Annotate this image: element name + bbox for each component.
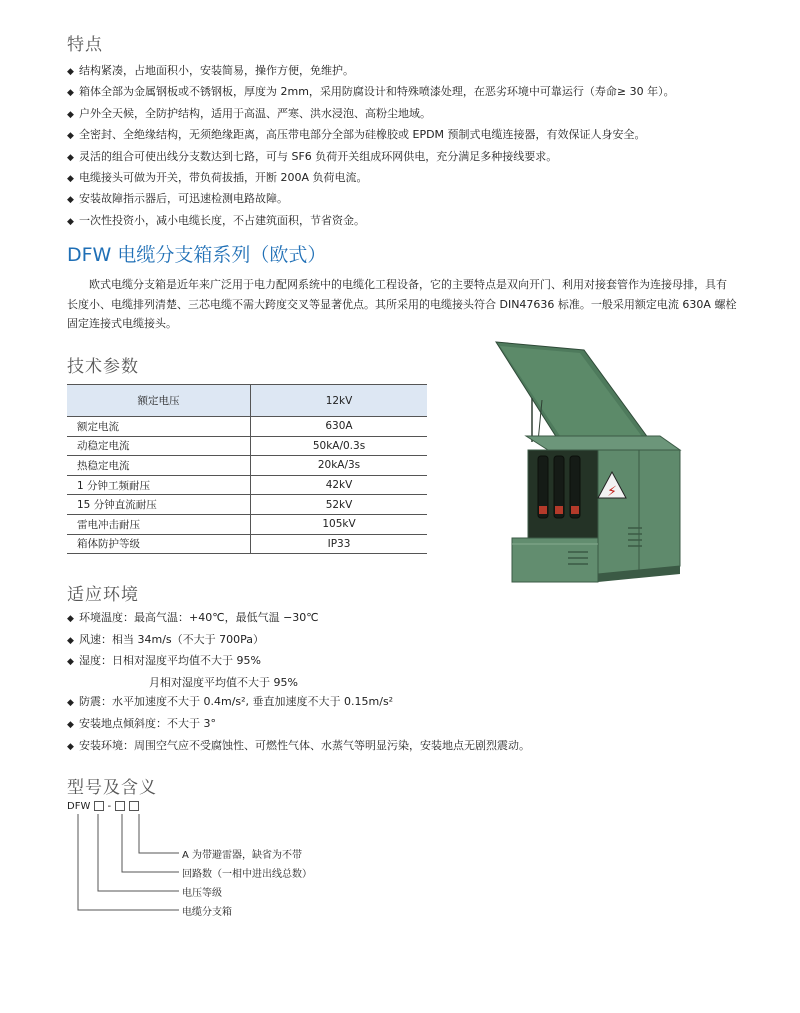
model-box-circuits	[115, 801, 125, 811]
spec-row	[67, 436, 427, 456]
cable-branch-box-illustration	[492, 338, 702, 590]
spec-row	[67, 514, 427, 534]
feature-text: 户外全天候，全防护结构，适用于高温、严寒、洪水浸泡、高粉尘地域。	[79, 106, 431, 120]
environment-text: 风速：相当 34m/s（不大于 700Pa）	[79, 632, 265, 646]
bullet-diamond-icon: ◆	[67, 131, 74, 142]
spec-name: 箱体防护等级	[67, 534, 251, 554]
environment-text: 安装地点倾斜度：不大于 3°	[79, 716, 216, 730]
feature-text: 结构紧凑，占地面积小，安装简易，操作方便，免维护。	[79, 64, 354, 77]
bullet-diamond-icon: ◆	[67, 657, 74, 668]
spec-row	[67, 456, 427, 476]
feature-item	[67, 125, 675, 146]
feature-text: 全密封、全绝缘结构，无须绝缘距离，高压带电部分全部为硅橡胶或 EPDM 预制式电缆连接器，有效保证人身安全。	[79, 128, 646, 142]
cable-branch-box-photo	[492, 338, 702, 590]
environment-item	[67, 736, 530, 758]
feature-text: 灵活的组合可使出线分支数达到七路，可与 SF6 负荷开关组成环网供电，充分满足多种接线要求。	[79, 149, 558, 163]
series-description: 欧式电缆分支箱是近年来广泛用于电力配网系统中的电缆化工程设备，它的主要特点是双向开门、利用对接套管作为连接母排，具有长度小、电缆排列清楚、三芯电缆不需大跨度交叉等显著优点。其所采用的电缆接头符合 DIN47636 标准。一般采用额定电流 630A 螺栓固定连接式电缆接头。	[67, 278, 737, 330]
model-label-circuits: 回路数（一相中进出线总数）	[182, 869, 312, 880]
environment-text: 防震：水平加速度不大于 0.4m/s², 垂直加速度不大于 0.15m/s²	[79, 695, 394, 709]
bullet-diamond-icon: ◆	[67, 67, 74, 77]
feature-item	[67, 211, 675, 232]
svg-text:⚡: ⚡	[607, 484, 617, 500]
specs-table	[67, 384, 427, 554]
model-label-voltage: 电压等级	[182, 888, 222, 899]
model-leader-extension	[139, 846, 184, 916]
feature-item	[67, 104, 675, 125]
environment-item	[67, 651, 530, 673]
spec-name: 15 分钟直流耐压	[67, 495, 251, 515]
specs-header-row	[67, 385, 427, 417]
features-list	[67, 61, 675, 232]
bullet-diamond-icon: ◆	[67, 109, 74, 120]
environment-list	[67, 608, 530, 757]
spec-name: 雷电冲击耐压	[67, 514, 251, 534]
environment-text: 月相对湿度平均值不大于 95%	[149, 675, 298, 689]
bullet-diamond-icon: ◆	[67, 635, 74, 646]
feature-item	[67, 61, 675, 82]
bullet-diamond-icon: ◆	[67, 614, 74, 624]
model-box-voltage	[129, 801, 139, 811]
specs-heading: 技术参数	[67, 357, 139, 377]
model-label-type: 电缆分支箱	[182, 907, 232, 918]
spec-name: 动稳定电流	[67, 436, 251, 456]
bullet-diamond-icon: ◆	[67, 698, 74, 709]
model-box-arrester	[94, 801, 104, 811]
feature-item	[67, 147, 675, 168]
model-prefix: DFW	[67, 801, 91, 812]
feature-text: 电缆接头可做为开关，带负荷拔插，开断 200A 负荷电流。	[79, 171, 368, 185]
series-title: DFW 电缆分支箱系列（欧式）	[67, 244, 327, 266]
bullet-diamond-icon: ◆	[67, 719, 74, 730]
feature-item	[67, 82, 675, 103]
spec-name: 额定电流	[67, 417, 251, 437]
environment-item	[67, 692, 530, 714]
spec-row	[67, 475, 427, 495]
spec-name: 1 分钟工频耐压	[67, 475, 251, 495]
bullet-diamond-icon: ◆	[67, 88, 74, 99]
environment-text: 安装环境：周围空气应不受腐蚀性、可燃性气体、水蒸气等明显污染，安装地点无剧烈震动。	[79, 738, 530, 752]
environment-text: 环境温度：最高气温：+40℃，最低气温 −30℃	[79, 611, 319, 624]
spec-row	[67, 534, 427, 554]
spec-row	[67, 495, 427, 515]
spec-row	[67, 417, 427, 437]
feature-text: 一次性投资小，减小电缆长度，不占建筑面积，节省资金。	[79, 213, 365, 227]
bullet-diamond-icon: ◆	[67, 195, 74, 206]
spec-value: 42kV	[251, 475, 428, 495]
spec-value: 50kA/0.3s	[251, 436, 428, 456]
feature-text: 箱体全部为金属钢板或不锈钢板，厚度为 2mm，采用防腐设计和特殊喷漆处理，在恶劣环境中可靠运行（寿命≥ 30 年）。	[79, 85, 675, 99]
spec-value: 20kA/3s	[251, 456, 428, 476]
environment-item	[67, 630, 530, 652]
bullet-diamond-icon: ◆	[67, 152, 74, 163]
environment-heading: 适应环境	[67, 585, 139, 605]
features-heading: 特点	[67, 35, 103, 55]
bullet-diamond-icon: ◆	[67, 216, 74, 227]
bullet-diamond-icon: ◆	[67, 174, 74, 185]
model-dash: -	[107, 801, 112, 812]
model-heading: 型号及含义	[67, 778, 157, 798]
specs-header-value: 12kV	[251, 385, 428, 417]
spec-value: 105kV	[251, 514, 428, 534]
specs-header-name: 额定电压	[67, 385, 251, 417]
spec-value: 52kV	[251, 495, 428, 515]
environment-item	[67, 714, 530, 736]
environment-item	[67, 608, 530, 630]
model-code	[67, 801, 139, 812]
feature-item	[67, 189, 675, 210]
model-label-arrester: A 为带避雷器，缺省为不带	[182, 850, 303, 861]
feature-text: 安装故障指示器后，可迅速检测电路故障。	[79, 192, 288, 206]
spec-value: IP33	[251, 534, 428, 554]
spec-name: 热稳定电流	[67, 456, 251, 476]
spec-value: 630A	[251, 417, 428, 437]
environment-text: 湿度：日相对湿度平均值不大于 95%	[79, 654, 261, 668]
feature-item	[67, 168, 675, 189]
environment-item	[67, 673, 530, 693]
bullet-diamond-icon: ◆	[67, 741, 74, 752]
